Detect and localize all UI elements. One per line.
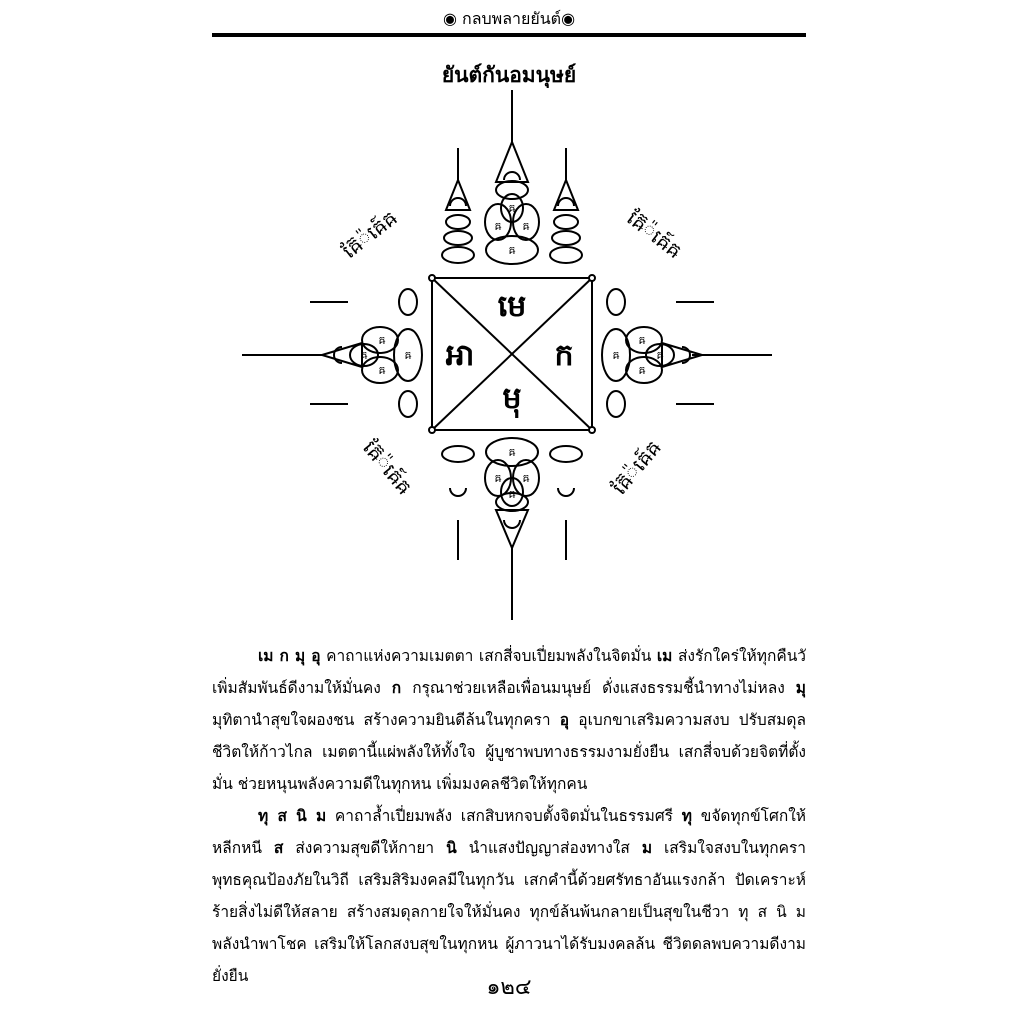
- dome: [554, 215, 578, 229]
- curl: [558, 198, 574, 206]
- dome: [446, 215, 470, 229]
- petal-letter: ឝ: [522, 220, 530, 233]
- top-spire: [496, 142, 528, 182]
- keyword: เม: [656, 646, 673, 665]
- petal-letter: ឝ: [494, 220, 502, 233]
- keyword: อุ: [559, 710, 570, 729]
- petal-letter: ឝ: [494, 472, 502, 485]
- dome: [442, 446, 474, 462]
- dome: [607, 289, 625, 315]
- paragraph-text: คาถาแห่งความเมตตา เสกสี่จบเปี่ยมพลังในจิตมั่น: [320, 647, 657, 665]
- center-letter-bottom: មុ: [502, 381, 522, 416]
- dome: [399, 289, 417, 315]
- paragraph-text: คาถาล้ำเปี่ยมพลัง เสกสิบหกจบตั้งจิตมั่นในธรรมศรี: [326, 807, 682, 825]
- petal-letter: ឝ: [656, 349, 664, 362]
- petal-letter: ឝ: [522, 472, 530, 485]
- dome: [550, 446, 582, 462]
- diagonal-text-top-right: ឝ៊ែ៉ឝ៍េឝ: [622, 205, 687, 264]
- paragraph-text: ขจัดทุกข์โศกให้หลีกหนี: [212, 807, 806, 857]
- paragraph-tusanima: [212, 800, 806, 992]
- center-letter-right: ក: [554, 338, 574, 373]
- dome: [442, 247, 474, 263]
- petal-letter: ឝ: [638, 364, 646, 377]
- paragraph-metta: [212, 640, 806, 800]
- diagonal-text-bottom-left: ឝ៊ែ៉ឝ៍េឝ: [358, 435, 417, 500]
- corner-dot: [589, 275, 595, 281]
- paragraph-text: นำแสงปัญญาส่องทางใส: [456, 839, 642, 857]
- dome: [552, 231, 580, 245]
- dome: [399, 391, 417, 417]
- curl: [558, 488, 574, 496]
- keyword: ม: [641, 838, 653, 857]
- petal-letter: ឝ: [508, 488, 516, 501]
- curl: [450, 488, 466, 496]
- keyword: ก: [391, 678, 402, 697]
- corner-dot: [429, 275, 435, 281]
- body-text: [212, 640, 806, 992]
- paragraph-text: ส่งรักใคร่ให้ทุกคืนวั เพิ่มสัมพันธ์ดีงามให้มั่นคง: [212, 647, 807, 697]
- yantra-diagram: [232, 90, 792, 630]
- dome: [550, 247, 582, 263]
- paragraph-text: ส่งความสุขดีให้กายา: [283, 839, 447, 857]
- diagonal-text-top-left: ឝ៊ែ៉ឝ៍េឝ: [337, 205, 402, 264]
- petal-letter: ឝ: [508, 244, 516, 257]
- curl: [504, 172, 520, 180]
- paragraph-text: อุเบกขาเสริมความสงบ ปรับสมดุลชีวิตให้ก้าวไกล เมตตานี้แผ่พลังให้ทั้งใจ ผู้บูชาพบทางธรรมงามยั่งยืน เสกสี่จบด้วยจิตที่ตั้งมั่น ช่วยหนุนพลังความดีในทุกหน เพิ่มมงคลชีวิตให้ทุกคน: [212, 711, 806, 793]
- curl: [450, 198, 466, 206]
- petal-letter: ឝ: [508, 202, 516, 215]
- yantra-title: ยันต์กันอมนุษย์: [441, 62, 577, 87]
- keyword: นิ: [446, 838, 457, 857]
- corner-dot: [589, 427, 595, 433]
- paragraph-text: กรุณาช่วยเหลือเพื่อนมนุษย์ ดั่งแสงธรรมชี้นำทางไม่หลง: [401, 679, 796, 697]
- keyword: ส: [273, 838, 284, 857]
- paragraph-text: เสริมใจสงบในทุกครา พุทธคุณป้องภัยในวิถี เสริมสิริมงคลมีในทุกวัน เสกคำนี้ด้วยศรัทธาอันแรงกล้า ปัดเคราะห์ร้ายสิ่งไม่ดีให้สลาย สร้างสมดุลกายใจให้มั่นคง ทุกข์ล้นพ้นกลายเป็นสุขในชีวา ทุ ส นิ ม พลังนำพาโชค เสริมให้โลกสงบสุขในทุกหน ผู้ภาวนาได้รับมงคลล้น ชีวิตดลพบความดีงามยั่งยืน: [212, 839, 806, 985]
- petal-letter: ឝ: [378, 364, 386, 377]
- petal-letter: ឝ: [360, 349, 368, 362]
- petal-letter: ឝ: [638, 334, 646, 347]
- dome: [444, 231, 472, 245]
- petal-letter: ឝ: [508, 446, 516, 459]
- paragraph-text: มุทิตานำสุขใจผองชน สร้างความยินดีล้นในทุกครา: [212, 711, 560, 729]
- center-letter-left: ឤ: [445, 338, 475, 373]
- page-number: ๑๒๔: [486, 975, 532, 1000]
- curl: [504, 520, 520, 528]
- petal-letter: ឝ: [612, 349, 620, 362]
- diagonal-text-bottom-right: ឝ៊ែ៉ឝ៍េឝ: [607, 435, 666, 500]
- petal-letter: ឝ: [378, 334, 386, 347]
- corner-dot: [429, 427, 435, 433]
- keyword: มุ: [795, 678, 806, 697]
- header-rule: [212, 33, 806, 37]
- keyword: ทุ: [681, 806, 692, 825]
- petal-letter: ឝ: [404, 349, 412, 362]
- keyword: เม ก มุ อุ: [258, 646, 321, 665]
- center-letter-top: មេ: [497, 289, 527, 324]
- dome: [607, 391, 625, 417]
- running-title: ◉ กลบพลายยันต์◉: [442, 9, 576, 28]
- keyword: ทุ ส นิ ม: [258, 806, 327, 825]
- dome: [496, 181, 528, 199]
